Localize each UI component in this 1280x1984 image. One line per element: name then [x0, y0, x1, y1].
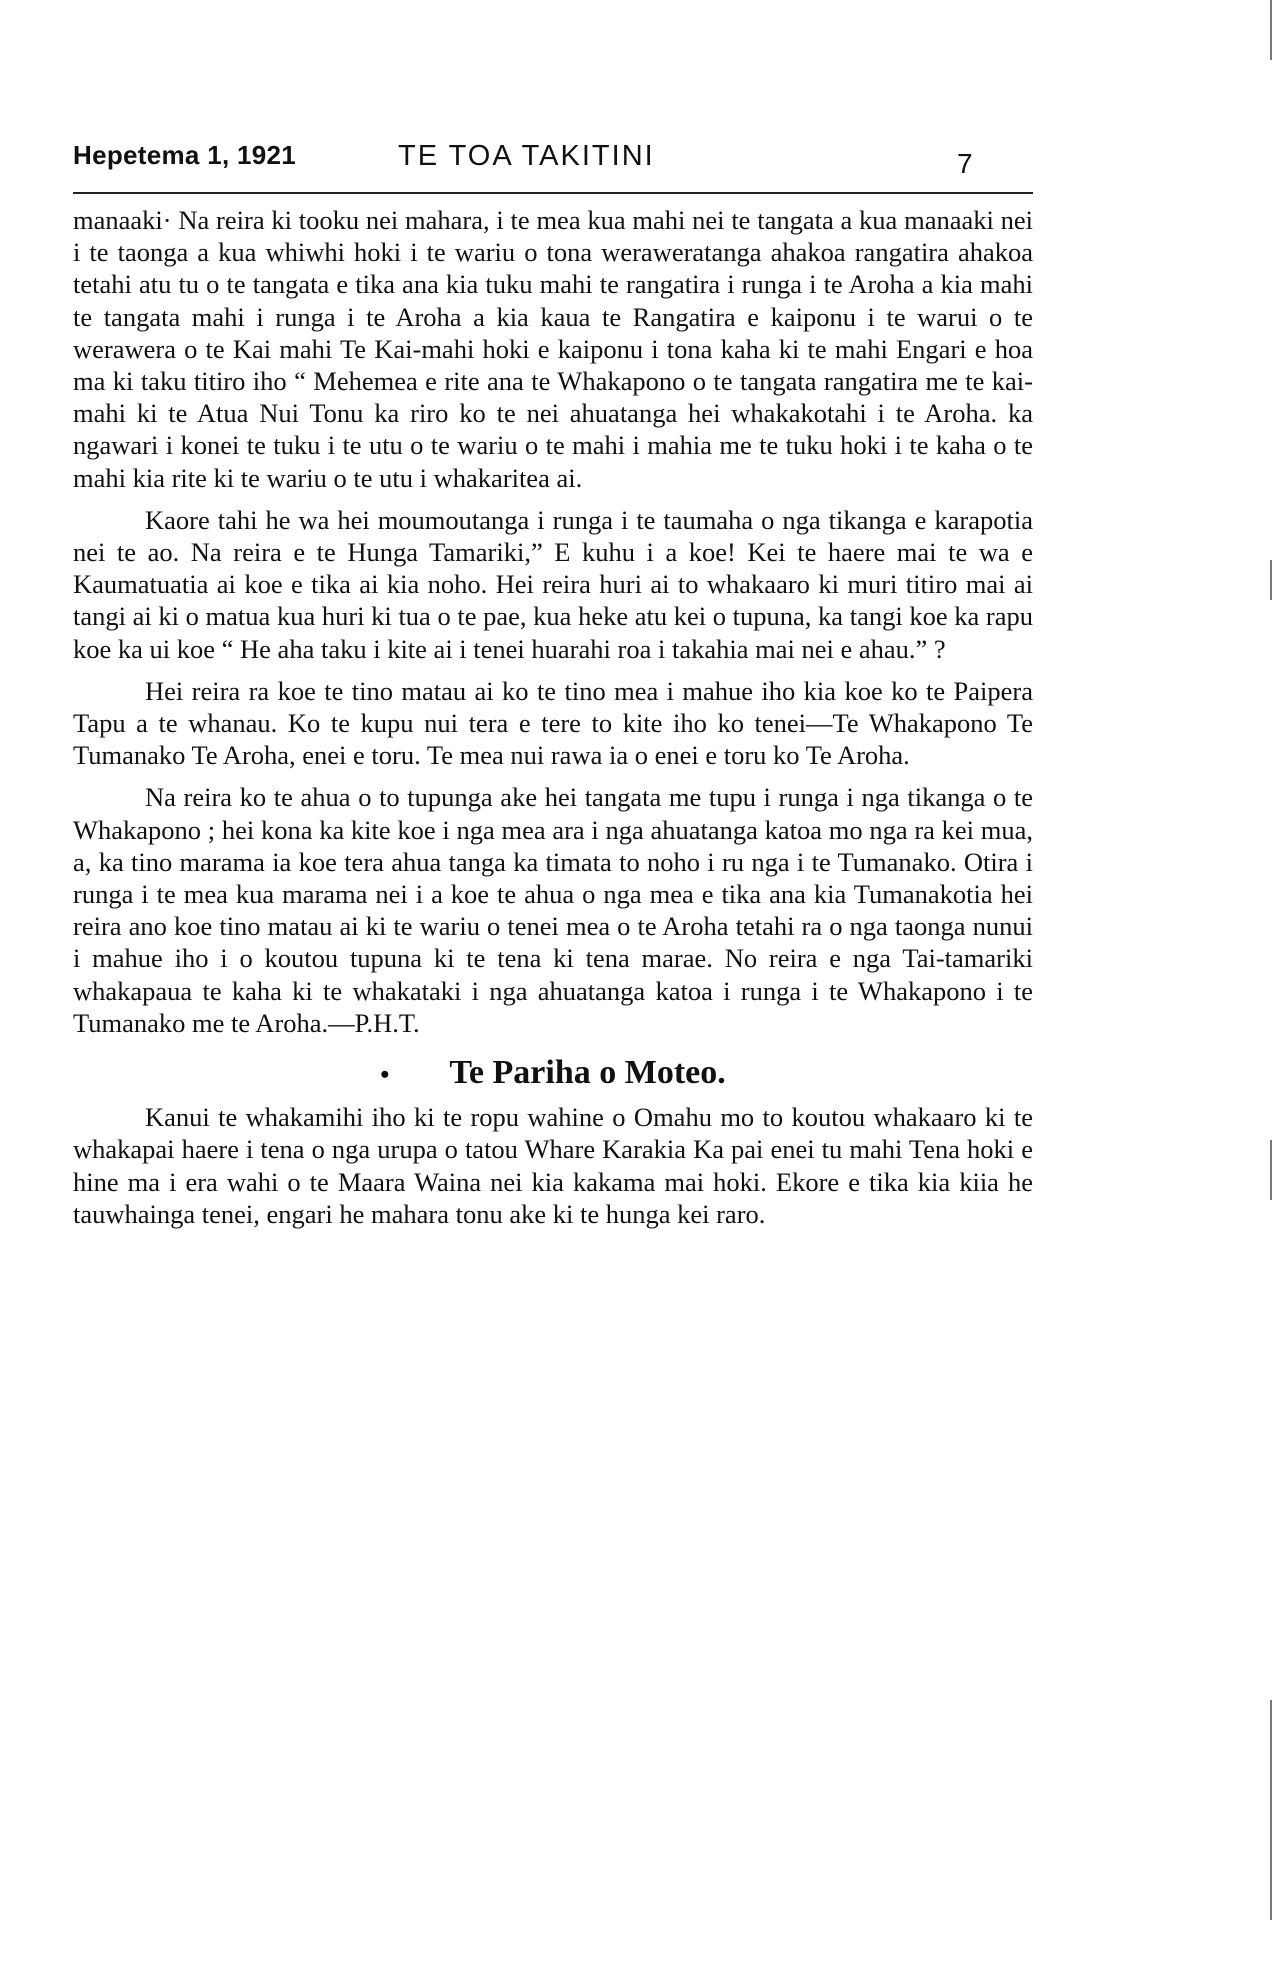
scan-edge-mark [1270, 1700, 1272, 1920]
section-heading-text: Te Pariha o Moteo. [449, 1054, 726, 1092]
page-number: 7 [957, 148, 973, 179]
paragraph-3: Hei reira ra koe te tino matau ai ko te tino mea i mahue iho kia koe ko te Paipera Tapu a te whanau. Ko te kupu nui tera e tere to kite iho ko tenei—Te Whakapono Te Tumanako Te Aroha, enei e toru. Te mea nui rawa ia o enei e toru ko Te Aroha. [73, 675, 1033, 771]
header-rule [73, 192, 1033, 194]
paragraph-1: manaaki· Na reira ki tooku nei mahara, i te mea kua mahi nei te tangata a kua manaaki nei i te taonga a kua whiwhi hoki i te wariu o tona weraweratanga ahakoa rangatira ahakoa tetahi atu tu o te tangata e tika ana kia tuku mahi te rangatira i runga i te Aroha a kia mahi te tangata mahi i runga i te Aroha a kia kaua te Rangatira e kaiponu i te warui o te werawera o te Kai mahi Te Kai-mahi hoki e kaiponu i tona kaha ki te mahi Engari e hoa ma ki taku titiro iho “ Mehemea e rite ana te Whakapono o te tangata rangatira me te kai-mahi ki te Atua Nui Tonu ka riro ko te nei ahuatanga hei whakakotahi i te Aroha. ka ngawari i konei te tuku i te utu o te wariu o te mahi i mahia me te tuku hoki i te kaha o te mahi kia rite ki te wariu o te utu i whakaritea ai. [73, 205, 1033, 493]
section-heading [73, 1053, 1033, 1095]
running-header [73, 136, 1033, 186]
scan-edge-mark [1270, 1140, 1272, 1200]
paragraph-2: Kaore tahi he wa hei moumoutanga i runga i te taumaha o nga tikanga e karapotia nei te ao. Na reira e te Hunga Tamariki,” E kuhu i a koe! Kei te haere mai te wa e Kaumatuatia ai koe e tika ai kia noho. Hei reira huri ai to whakaaro ki muri titiro mai ai tangi ai ki o matua kua huri ki tua o te pae, kua heke atu kei o tupuna, ka tangi koe ka rapu koe ka ui koe “ He aha taku i kite ai i tenei huarahi roa i takahia mai nei e ahau.” ? [73, 504, 1033, 664]
header-title: TE TOA TAKITINI [398, 140, 655, 172]
scan-edge-mark [1270, 0, 1272, 60]
header-date: Hepetema 1, 1921 [73, 140, 297, 170]
article-body [73, 204, 1033, 1230]
bullet-icon: • [380, 1060, 390, 1090]
scan-edge-mark [1270, 560, 1272, 600]
section-paragraph: Kanui te whakamihi iho ki te ropu wahine o Omahu mo to koutou whakaaro ki te whakapai haere i tena o nga urupa o tatou Whare Karakia Ka pai enei tu mahi Tena hoki e hine ma i era wahi o te Maara Waina nei kia kakama mai hoki. Ekore e tika kia kiia he tauwhainga tenei, engari he mahara tonu ake ki te hunga kei raro. [73, 1102, 1033, 1229]
paragraph-4: Na reira ko te ahua o to tupunga ake hei tangata me tupu i runga i nga tikanga o te Whakapono ; hei kona ka kite koe i nga mea ara i nga ahuatanga katoa mo nga ra kei mua, a, ka tino marama ia koe tera ahua tanga ka timata to noho i ru nga i te Tumanako. Otira i runga i te mea kua marama nei i a koe te ahua o nga mea e tika ana kia Tumanakotia hei reira ano koe tino matau ai ki te wariu o tenei mea o te Aroha tetahi ra o nga taonga nunui i mahue iho i o koutou tupuna ki te tena ki tena marae. No reira e nga Tai-tamariki whakapaua te kaha ki te whakataki i nga ahuatanga katoa i runga i te Whakapono i te Tumanako me te Aroha.—P.H.T. [73, 782, 1033, 1038]
